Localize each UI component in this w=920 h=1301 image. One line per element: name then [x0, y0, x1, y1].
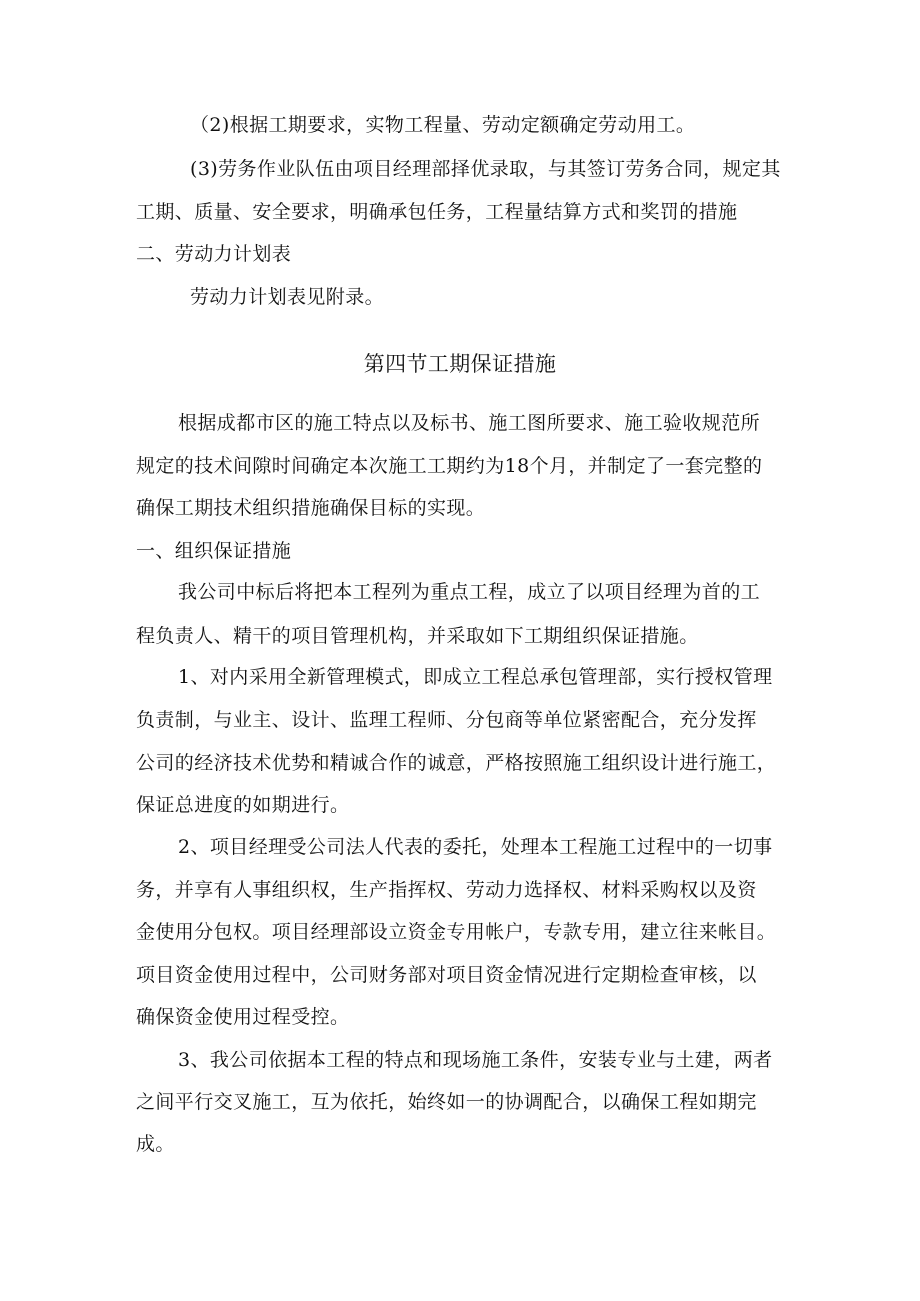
paragraph-line: 项目资金使用过程中，公司财务部对项目资金情况进行定期检查审核，以 [136, 964, 757, 986]
paragraph-line: 负责制，与业主、设计、监理工程师、分包商等单位紧密配合，充分发挥 [136, 709, 757, 731]
paragraph-line: 1、对内采用全新管理模式，即成立工程总承包管理部，实行授权管理 [178, 666, 773, 688]
paragraph-line: (3)劳务作业队伍由项目经理部择优录取，与其签订劳务合同，规定其 [190, 158, 781, 180]
subsection-heading: 二、劳动力计划表 [136, 243, 292, 265]
paragraph-line: 我公司中标后将把本工程列为重点工程，成立了以项目经理为首的工 [178, 581, 761, 603]
paragraph-line: 工期、质量、安全要求，明确承包任务，工程量结算方式和奖罚的措施 [136, 201, 738, 223]
section-heading: 第四节工期保证措施 [363, 352, 557, 376]
paragraph-line: 确保工期技术组织措施确保目标的实现。 [136, 497, 486, 519]
paragraph-line: 根据成都市区的施工特点以及标书、施工图所要求、施工验收规范所 [178, 412, 761, 434]
paragraph-line: 公司的经济技术优势和精诚合作的诚意，严格按照施工组织设计进行施工， [136, 752, 777, 774]
paragraph-line: 务，并享有人事组织权，生产指挥权、劳动力选择权、材料采购权以及资 [136, 879, 757, 901]
subsection-heading: 一、组织保证措施 [136, 540, 292, 562]
paragraph-line: 劳动力计划表见附录。 [190, 286, 385, 308]
paragraph-line: 程负责人、精干的项目管理机构，并采取如下工期组织保证措施。 [136, 625, 699, 647]
paragraph-line: （2)根据工期要求，实物工程量、劳动定额确定劳动用工。 [190, 114, 696, 136]
paragraph-line: 成。 [136, 1133, 175, 1155]
paragraph-line: 确保资金使用过程受控。 [136, 1006, 350, 1028]
paragraph-line: 2、项目经理受公司法人代表的委托，处理本工程施工过程中的一切事 [178, 836, 773, 858]
paragraph-line: 金使用分包权。项目经理部设立资金专用帐户，专款专用，建立往来帐目。 [136, 921, 777, 943]
paragraph-line: 之间平行交叉施工，互为依托，始终如一的协调配合，以确保工程如期完 [136, 1091, 757, 1113]
paragraph-line: 3、我公司依据本工程的特点和现场施工条件，安装专业与土建，两者 [178, 1049, 773, 1071]
paragraph-line: 保证总进度的如期进行。 [136, 794, 350, 816]
paragraph-line: 规定的技术间隙时间确定本次施工工期约为18个月，并制定了一套完整的 [136, 455, 763, 477]
